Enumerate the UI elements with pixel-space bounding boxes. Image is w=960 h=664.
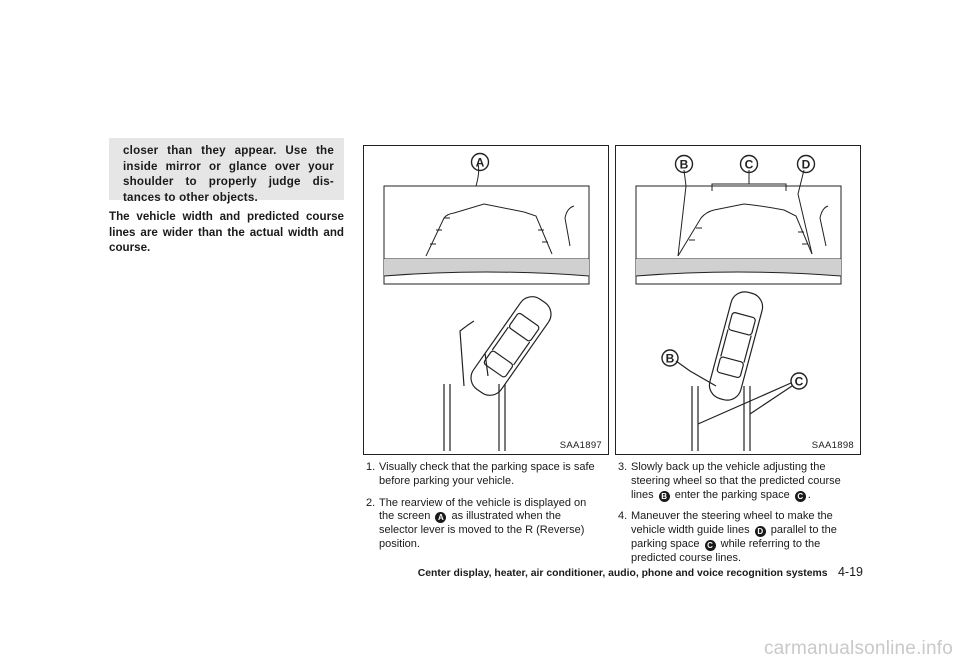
callout-ref-icon: A [435, 512, 446, 523]
step-text: selector lever is moved to the R (Reverse) [379, 524, 585, 537]
callout-ref-icon: B [659, 491, 670, 502]
svg-text:D: D [801, 157, 811, 172]
warning-line: closer than they appear. Use the [123, 144, 334, 157]
step-text: position. [379, 537, 420, 550]
paragraph-line: course. [109, 241, 151, 254]
svg-text:B: B [665, 351, 675, 366]
warning-line: tances to other objects. [123, 190, 258, 204]
callout-c [791, 373, 807, 389]
section-title: Center display, heater, air conditioner, audio, phone and voice recognition systems [417, 568, 828, 579]
warning-line: shoulder to properly judge dis- [123, 175, 334, 188]
svg-text:A: A [475, 155, 485, 170]
svg-text:C: C [794, 374, 804, 389]
callout-ref-icon: C [795, 491, 806, 502]
step-text: Visually check that the parking space is safe [379, 461, 595, 473]
step-text: the screen A as illustrated when the [379, 510, 561, 523]
steps-list-right [615, 461, 865, 574]
step-item [363, 461, 613, 489]
width-note-paragraph [109, 209, 344, 256]
warning-box [109, 138, 344, 204]
paragraph-line: lines are wider than the actual width and [109, 225, 344, 239]
paragraph-line: The vehicle width and predicted course [109, 210, 344, 223]
step-text: before parking your vehicle. [379, 474, 515, 487]
step-text: Slowly back up the vehicle adjusting the [631, 461, 826, 473]
warning-line: inside mirror or glance over your [123, 159, 334, 173]
callout-c [741, 156, 758, 173]
step-number: 3. [618, 461, 628, 473]
step-text: vehicle width guide lines D parallel to the [631, 524, 837, 537]
callout-ref-icon: C [705, 540, 716, 551]
figure-rearview-screen [363, 145, 609, 455]
step-number: 1. [366, 461, 376, 473]
step-text: The rearview of the vehicle is displayed on [379, 496, 587, 509]
step-text: lines B enter the parking space C . [631, 488, 811, 501]
svg-text:B: B [679, 157, 689, 172]
step-text: parking space C while referring to the [631, 537, 821, 550]
steps-list-left [363, 461, 613, 560]
callout-b [676, 156, 693, 173]
step-text: steering wheel so that the predicted course [631, 474, 841, 487]
step-item [615, 510, 865, 565]
step-item [363, 497, 613, 552]
watermark: carmanualsonline.info [763, 638, 953, 659]
step-item [615, 461, 865, 502]
figure-code: SAA1898 [811, 440, 854, 451]
figure-rearview-illustration [364, 146, 610, 456]
callout-ref-icon: D [755, 526, 766, 537]
callout-b [662, 350, 678, 366]
page-number: 4-19 [837, 565, 863, 579]
step-number: 4. [618, 510, 628, 523]
step-number: 2. [366, 496, 376, 509]
figure-predicted-course-illustration [616, 146, 862, 456]
callout-a [472, 154, 489, 171]
figure-predicted-course [615, 145, 861, 455]
figure-code: SAA1897 [559, 440, 602, 451]
step-text: predicted course lines. [631, 551, 742, 564]
callout-d [798, 156, 815, 173]
step-text: Maneuver the steering wheel to make the [631, 510, 833, 523]
page-footer [418, 563, 863, 581]
svg-text:C: C [744, 157, 754, 172]
